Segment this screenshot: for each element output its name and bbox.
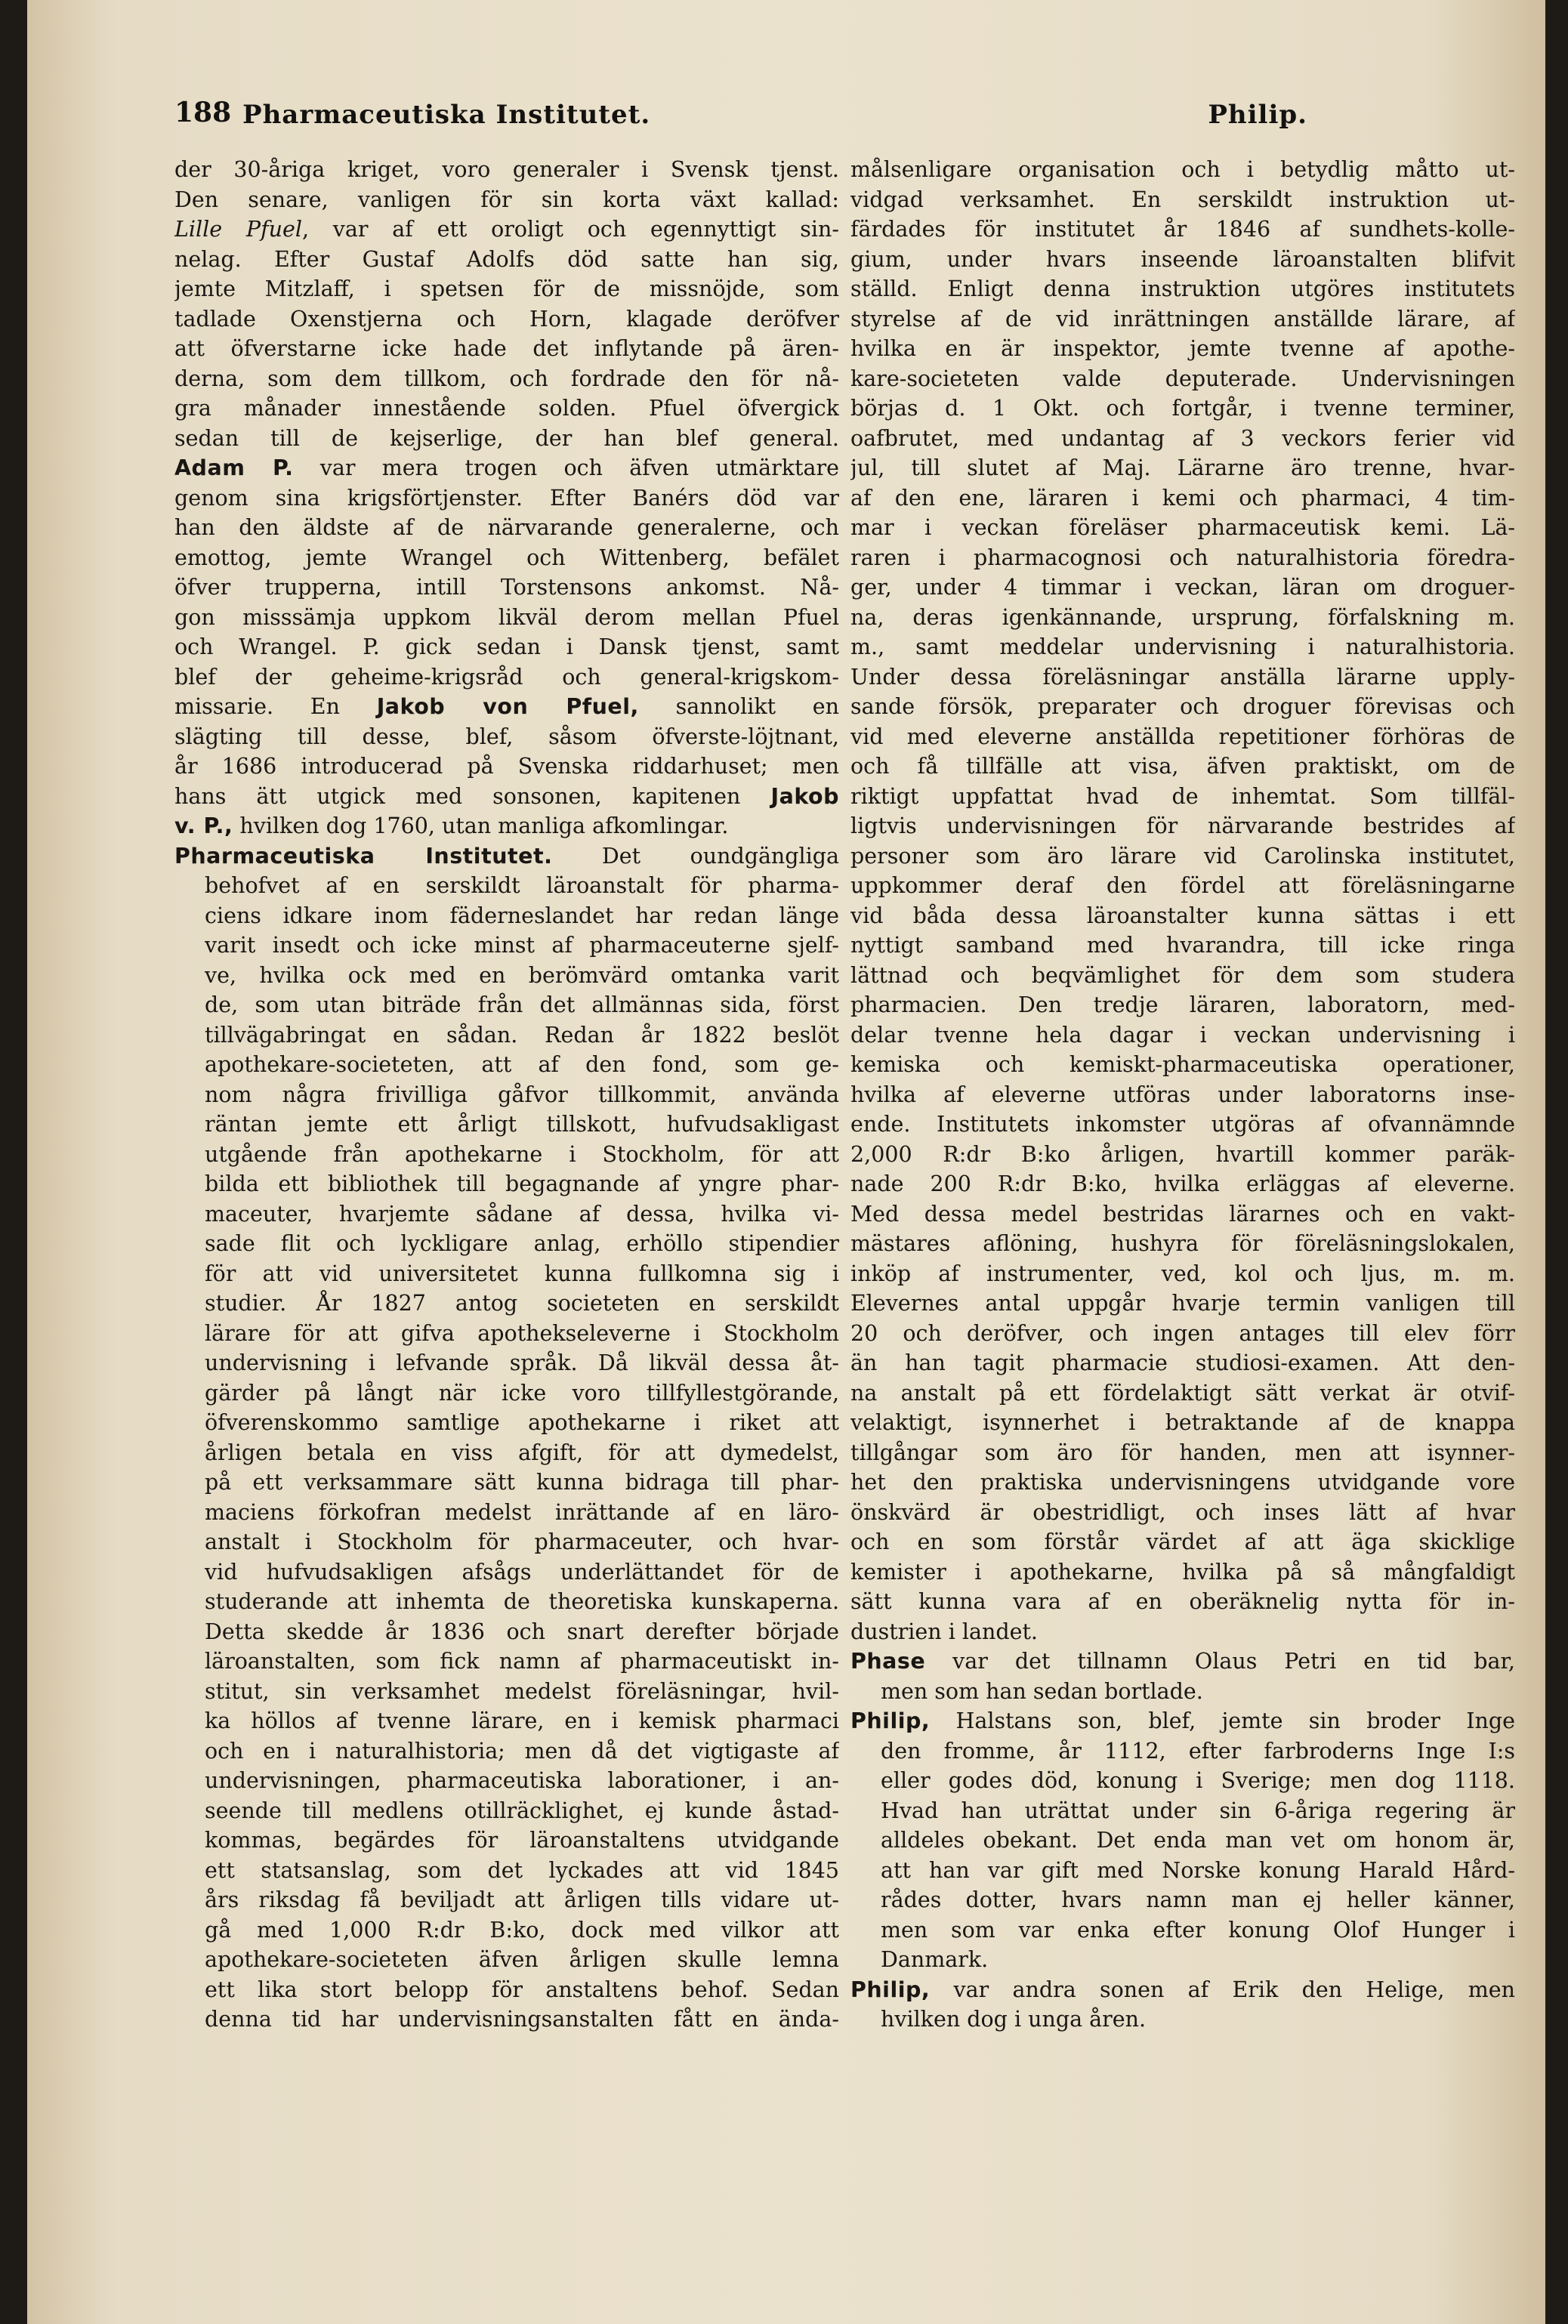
text-line: år 1686 introducerad på Svenska riddarhuset; men <box>174 754 839 779</box>
text-line: maciens förkofran medelst inrättande af en läro- <box>205 1499 839 1525</box>
text-line: läroanstalten, som fick namn af pharmaceutiskt in- <box>205 1649 839 1674</box>
text-line: 2,000 R:dr B:ko årligen, hvartill kommer paräk- <box>850 1141 1515 1167</box>
text-line <box>850 1647 1515 1677</box>
text-line: delar tvenne hela dagar i veckan undervisning i <box>850 1022 1515 1048</box>
text-line: sade flit och lyckligare anlag, erhöllo stipendier <box>205 1231 839 1256</box>
text-line: gra månader innestående solden. Pfuel öfvergick <box>174 396 839 421</box>
text-line: slägting till desse, blef, såsom öfverste-löjtnant, <box>174 724 839 749</box>
entry-headword: Philip, <box>850 1708 931 1733</box>
text-line: öfver trupperna, intill Torstensons ankomst. Nå- <box>174 575 839 600</box>
text-line: Under dessa föreläsningar anställa lärarne upply- <box>850 664 1515 690</box>
text-line: målsenligare organisation och i betydlig måtto ut- <box>850 157 1515 182</box>
italic-text: Lille Pfuel <box>174 217 302 242</box>
text-line: Med dessa medel bestridas lärarnes och en vakt- <box>850 1201 1515 1227</box>
text-line: men som var enka efter konung Olof Hunger i <box>881 1917 1515 1943</box>
text-line: utgående från apothekarne i Stockholm, för att <box>205 1141 839 1167</box>
text-line: vid hufvudsakligen afsågs underlättandet för de <box>205 1559 839 1585</box>
text-line: nade 200 R:dr B:ko, hvilka erläggas af eleverne. <box>850 1171 1515 1196</box>
entry-headword: Phase <box>850 1649 926 1674</box>
text-line: gärder på långt när icke voro tillfyllestgörande, <box>205 1380 839 1406</box>
text-line: uppkommer deraf den fördel att föreläsningarne <box>850 873 1515 898</box>
page-header <box>174 97 1307 142</box>
text-line: lärare för att gifva apothekseleverne i Stockholm <box>205 1320 839 1346</box>
text-line: nyttigt samband med hvarandra, till icke ringa <box>850 933 1515 958</box>
entry-headword: Pharmaceutiska Institutet. <box>174 843 553 869</box>
text-line: vidgad verksamhet. En serskildt instruktion ut- <box>850 187 1515 212</box>
text-line: den fromme, år 1112, efter farbroderns Inge I:s <box>881 1738 1515 1764</box>
text-line: stitut, sin verksamhet medelst föreläsningar, hvil- <box>205 1678 839 1704</box>
text-line: undervisningen, pharmaceutiska laborationer, i an- <box>205 1768 839 1793</box>
text-line: årligen betala en viss afgift, för att dymedelst, <box>205 1440 839 1465</box>
text-run: missarie. En <box>174 694 377 719</box>
text-line: vid båda dessa läroanstalter kunna sättas i ett <box>850 903 1515 928</box>
text-run: var andra sonen af Erik den Helige, men <box>930 1977 1515 2002</box>
text-line: jemte Mitzlaff, i spetsen för de missnöjde, som <box>174 276 839 301</box>
text-line: ve, hvilka ock med en berömvärd omtanka varit <box>205 962 839 988</box>
text-line: räntan jemte ett årligt tillskott, hufvudsakligast <box>205 1112 839 1137</box>
text-line: Danmark. <box>881 1947 989 1972</box>
text-line: behofvet af en serskildt läroanstalt för pharma- <box>205 873 839 898</box>
text-line: mar i veckan föreläser pharmaceutisk kemi. Lä- <box>850 515 1515 540</box>
text-run: hvilken dog 1760, utan manliga afkomlingar. <box>233 813 729 838</box>
text-line <box>174 811 839 841</box>
running-head-right: Philip. <box>1208 100 1307 130</box>
text-line: riktigt uppfattat hvad de inhemtat. Som tillfäl- <box>850 783 1515 809</box>
text-line: anstalt i Stockholm för pharmaceuter, och hvar- <box>205 1529 839 1554</box>
entry-headword: Adam P. <box>174 455 294 480</box>
text-line: varit insedt och icke minst af pharmaceuterne sjelf- <box>205 933 839 958</box>
text-line: denna tid har undervisningsanstalten fått en ända- <box>205 2007 839 2032</box>
text-line: pharmacien. Den tredje läraren, laboratorn, med- <box>850 992 1515 1017</box>
text-line <box>850 1975 1515 2005</box>
text-line: nom några frivilliga gåfvor tillkommit, använda <box>205 1082 839 1107</box>
text-line: hvilka af eleverne utföras under laboratorns inse- <box>850 1082 1515 1107</box>
text-line: kemiska och kemiskt-pharmaceutiska operationer, <box>850 1052 1515 1077</box>
text-line: kare-societeten valde deputerade. Undervisningen <box>850 366 1515 391</box>
text-line: för att vid universitetet kunna fullkomna sig i <box>205 1261 839 1286</box>
text-line: han den äldste af de närvarande generalerne, och <box>174 515 839 540</box>
text-line: att öfverstarne icke hade det inflytande på ären- <box>174 336 839 361</box>
entry-headword: Philip, <box>850 1977 931 2002</box>
text-line: raren i pharmacognosi och naturalhistoria föredra- <box>850 545 1515 570</box>
text-line: att han var gift med Norske konung Harald Hård- <box>881 1857 1515 1883</box>
text-line: och en i naturalhistoria; men då det vigtigaste af <box>205 1738 839 1764</box>
text-line: seende till medlens otillräcklighet, ej kunde åstad- <box>205 1798 839 1823</box>
text-line: undervisning i lefvande språk. Då likväl dessa åt- <box>205 1350 839 1375</box>
text-run: hans ätt utgick med sonsonen, kapitenen <box>174 783 771 809</box>
text-line: velaktigt, isynnerhet i betraktande af de knappa <box>850 1410 1515 1435</box>
running-head-left: Pharmaceutiska Institutet. <box>242 100 651 130</box>
text-line: maceuter, hvarjemte sådane af dessa, hvilka vi- <box>205 1201 839 1227</box>
text-line: blef der geheime-krigsråd och general-krigskom- <box>174 664 839 690</box>
text-line: ende. Institutets inkomster utgöras af ofvannämnde <box>850 1112 1515 1137</box>
text-line: jul, till slutet af Maj. Lärarne äro trenne, hvar- <box>850 455 1515 480</box>
text-line: sätt kunna vara af en oberäknelig nytta för in- <box>850 1589 1515 1614</box>
text-line: mästares aflöning, hushyra för föreläsningslokalen, <box>850 1231 1515 1256</box>
text-run: var mera trogen och äfven utmärktare <box>293 455 839 480</box>
text-run: Halstans son, blef, jemte sin broder Inge <box>930 1708 1515 1733</box>
text-line: het den praktiska undervisningens utvidgande vore <box>850 1470 1515 1495</box>
text-line: gium, under hvars inseende läroanstalten blifvit <box>850 246 1515 272</box>
text-line: m., samt meddelar undervisning i naturalhistoria. <box>850 634 1515 659</box>
text-line: 20 och deröfver, och ingen antages till elev förr <box>850 1320 1515 1346</box>
text-line: alldeles obekant. Det enda man vet om honom är, <box>881 1828 1515 1853</box>
text-line: och en som förstår värdet af att äga skicklige <box>850 1529 1515 1554</box>
text-column-right <box>850 155 1515 2035</box>
text-line: apothekare-societeten äfven årligen skulle lemna <box>205 1947 839 1972</box>
text-line: af den ene, läraren i kemi och pharmaci, 4 tim- <box>850 485 1515 511</box>
text-line: Elevernes antal uppgår hvarje termin vanligen till <box>850 1291 1515 1316</box>
text-line: na anstalt på ett fördelaktigt sätt verkat är otvif- <box>850 1380 1515 1406</box>
text-line: tillvägabringat en sådan. Redan år 1822 beslöt <box>205 1022 839 1048</box>
entry-headword: Jakob von Pfuel, <box>376 694 639 719</box>
text-line: sedan till de kejserlige, der han blef general. <box>174 425 839 451</box>
text-line: ciens idkare inom fäderneslandet har redan länge <box>205 903 839 928</box>
text-line: på ett verksammare sätt kunna bidraga till phar- <box>205 1470 839 1495</box>
text-line: gå med 1,000 R:dr B:ko, dock med vilkor att <box>205 1917 839 1943</box>
text-line: studerande att inhemta de theoretiska kunskaperna. <box>205 1589 839 1614</box>
text-line: kommas, begärdes för läroanstaltens utvidgande <box>205 1828 839 1853</box>
text-column-left <box>174 155 839 2035</box>
page-number: 188 <box>174 97 232 128</box>
text-line: kemister i apothekarne, hvilka på så mångfaldigt <box>850 1559 1515 1585</box>
text-line: börjas d. 1 Okt. och fortgår, i tvenne terminer, <box>850 396 1515 421</box>
text-run: var det tillnamn Olaus Petri en tid bar, <box>925 1649 1515 1674</box>
text-line: studier. År 1827 antog societeten en serskildt <box>205 1291 839 1316</box>
text-line: nelag. Efter Gustaf Adolfs död satte han sig, <box>174 246 839 272</box>
text-line: tadlade Oxenstjerna och Horn, klagade deröfver <box>174 306 839 332</box>
text-line: ger, under 4 timmar i veckan, läran om droguer- <box>850 575 1515 600</box>
text-line: ligtvis undervisningen för närvarande bestrides af <box>850 813 1515 838</box>
text-line: gon misssämja uppkom likväl derom mellan Pfuel <box>174 604 839 630</box>
text-line: Detta skedde år 1836 och snart derefter började <box>205 1619 839 1644</box>
text-line: personer som äro lärare vid Carolinska institutet, <box>850 843 1515 869</box>
text-line: års riksdag få beviljadt att årligen tills vidare ut- <box>205 1887 839 1912</box>
text-line: ett statsanslag, som det lyckades att vid 1845 <box>205 1857 839 1883</box>
text-line: färdades för institutet år 1846 af sundhets-kolle- <box>850 217 1515 242</box>
text-line: vid med eleverne anställda repetitioner förhöras de <box>850 724 1515 749</box>
text-line: der 30-åriga kriget, voro generaler i Svensk tjenst. <box>174 157 839 182</box>
text-line: emottog, jemte Wrangel och Wittenberg, befälet <box>174 545 839 570</box>
entry-headword: Jakob <box>770 783 839 809</box>
text-line: ka höllos af tvenne lärare, en i kemisk pharmaci <box>205 1708 839 1733</box>
text-line: styrelse af de vid inrättningen anställde lärare, af <box>850 306 1515 332</box>
text-run: , var af ett oroligt och egennyttigt sin- <box>301 217 839 242</box>
text-line: hvilken dog i unga åren. <box>881 2007 1147 2032</box>
text-line: apothekare-societeten, att af den fond, som ge- <box>205 1052 839 1077</box>
text-line: hvilka en är inspektor, jemte tvenne af apothe- <box>850 336 1515 361</box>
text-line: derna, som dem tillkom, och fordrade den för nå- <box>174 366 839 391</box>
text-line: Hvad han uträttat under sin 6-åriga regering är <box>881 1798 1515 1823</box>
text-line: ställd. Enligt denna instruktion utgöres institutets <box>850 276 1515 301</box>
text-line: rådes dotter, hvars namn man ej heller känner, <box>881 1887 1515 1912</box>
text-line: oafbrutet, med undantag af 3 veckors ferier vid <box>850 425 1515 451</box>
text-line: ett lika stort belopp för anstaltens behof. Sedan <box>205 1977 839 2002</box>
text-line: och få tillfälle att visa, äfven praktiskt, om de <box>850 754 1515 779</box>
text-line: lättnad och beqvämlighet för dem som studera <box>850 962 1515 988</box>
text-line <box>174 453 839 483</box>
text-line <box>850 1706 1515 1736</box>
entry-headword: v. P., <box>174 813 233 838</box>
text-line: Den senare, vanligen för sin korta växt kallad: <box>174 187 839 212</box>
text-line: eller godes död, konung i Sverige; men dog 1118. <box>881 1768 1515 1793</box>
text-run: Det oundgängliga <box>552 843 839 869</box>
text-line <box>174 782 839 812</box>
text-line: tillgångar som äro för handen, men att isynner- <box>850 1440 1515 1465</box>
text-run: sannolikt en <box>638 694 839 719</box>
text-line: sande försök, preparater och droguer förevisas och <box>850 694 1515 719</box>
text-line: och Wrangel. P. gick sedan i Dansk tjenst, samt <box>174 634 839 659</box>
text-line <box>174 692 839 722</box>
text-line: de, som utan biträde från det allmännas sida, först <box>205 992 839 1017</box>
text-line: öfverenskommo samtlige apothekarne i riket att <box>205 1410 839 1435</box>
book-page <box>27 0 1545 2324</box>
text-line: na, deras igenkännande, ursprung, förfalskning m. <box>850 604 1515 630</box>
text-line: dustrien i landet. <box>850 1619 1038 1644</box>
text-line: önskvärd är obestridligt, och inses lätt af hvar <box>850 1499 1515 1525</box>
text-line: genom sina krigsförtjenster. Efter Banérs död var <box>174 485 839 511</box>
text-line: bilda ett bibliothek till begagnande af yngre phar- <box>205 1171 839 1196</box>
text-line: men som han sedan bortlade. <box>881 1678 1203 1704</box>
text-line <box>174 214 839 245</box>
text-line: inköp af instrumenter, ved, kol och ljus, m. m. <box>850 1261 1515 1286</box>
text-line: än han tagit pharmacie studiosi-examen. Att den- <box>850 1350 1515 1375</box>
text-line <box>174 841 839 872</box>
